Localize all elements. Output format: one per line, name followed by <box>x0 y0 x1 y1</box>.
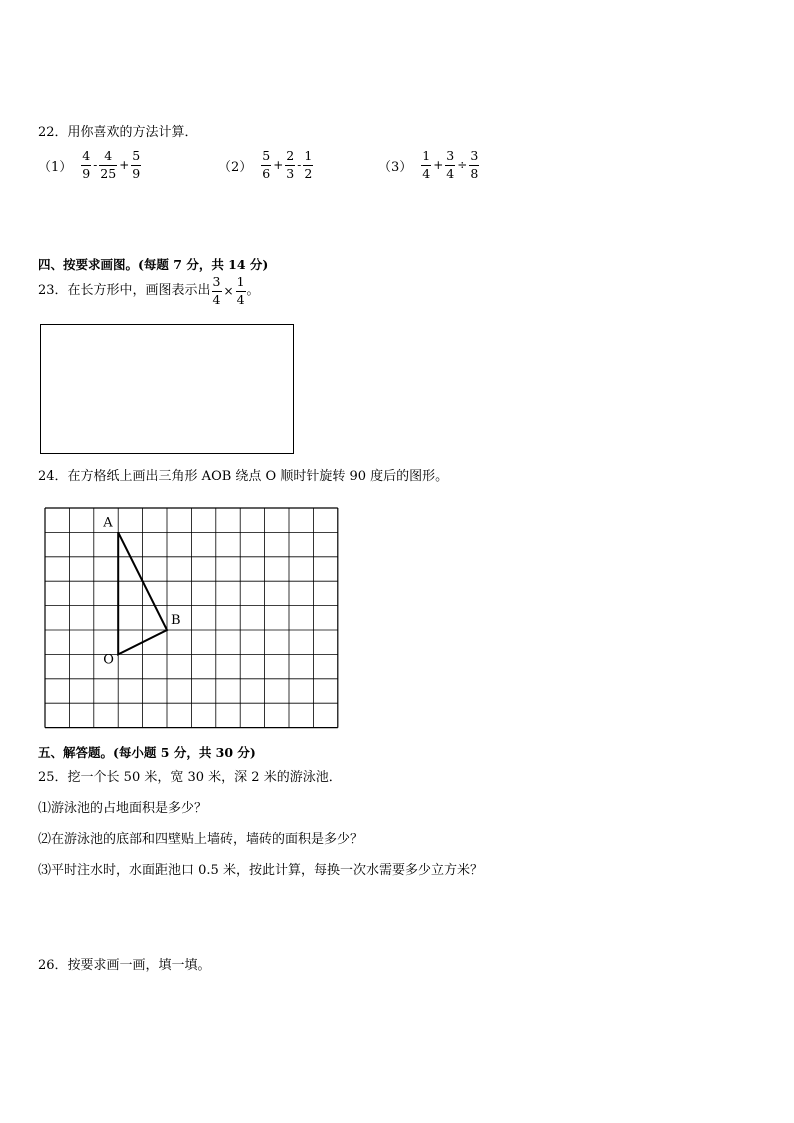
point-label-a: A <box>103 515 113 531</box>
q25-part-3: ⑶平时注水时，水面距池口 0.5 米，按此计算，每换一次水需要多少立方米？ <box>38 863 483 878</box>
numerator: 5 <box>132 148 141 163</box>
operator: - <box>93 158 98 172</box>
numerator: 4 <box>104 148 113 163</box>
q23-times-sign: × <box>223 284 234 298</box>
q22-item-label: （2） <box>218 159 253 175</box>
denominator: 3 <box>286 165 295 181</box>
operator: + <box>433 158 444 172</box>
q25-part-1: ⑴游泳池的占地面积是多少？ <box>38 801 208 816</box>
q23-prefix: 23．在长方形中，画图表示出 <box>38 283 211 298</box>
numerator: 2 <box>286 148 295 163</box>
numerator: 1 <box>304 148 313 163</box>
denominator: 8 <box>470 165 479 181</box>
point-label-b: B <box>171 613 181 628</box>
numerator: 3 <box>470 148 479 163</box>
section-4-title: 四、按要求画图。(每题 7 分，共 14 分) <box>38 257 269 272</box>
q22-item-label: （3） <box>378 159 413 175</box>
denominator: 9 <box>82 165 91 181</box>
operator: + <box>119 158 130 172</box>
q22-stem: 22．用你喜欢的方法计算． <box>38 125 198 140</box>
denominator: 6 <box>262 165 271 181</box>
point-label-o: O <box>103 652 114 668</box>
q22-item-label: （1） <box>38 159 73 175</box>
operator: - <box>297 158 302 172</box>
q24-stem: 24．在方格纸上画出三角形 AOB 绕点 O 顺时针旋转 90 度后的图形。 <box>38 469 449 484</box>
numerator: 3 <box>446 148 455 163</box>
denominator: 9 <box>132 165 141 181</box>
q23-frac1-denominator: 4 <box>212 291 221 307</box>
denominator: 2 <box>304 165 313 181</box>
section-5-title: 五、解答题。(每小题 5 分，共 30 分) <box>38 745 256 760</box>
numerator: 4 <box>82 148 91 163</box>
q25-part-2: ⑵在游泳池的底部和四壁贴上墙砖，墙砖的面积是多少？ <box>38 832 364 847</box>
q26-stem: 26．按要求画一画，填一填。 <box>38 958 211 973</box>
q25-stem: 25．挖一个长 50 米，宽 30 米，深 2 米的游泳池． <box>38 770 342 785</box>
q23-suffix: 。 <box>246 283 260 298</box>
denominator: 4 <box>446 165 455 181</box>
operator: + <box>273 158 284 172</box>
q23-frac2-numerator: 1 <box>236 274 245 289</box>
q23-frac2-denominator: 4 <box>236 291 245 307</box>
denominator: 25 <box>100 165 117 181</box>
numerator: 5 <box>262 148 271 163</box>
q23-frac1-numerator: 3 <box>212 274 221 289</box>
numerator: 1 <box>422 148 431 163</box>
operator: ÷ <box>457 158 468 172</box>
denominator: 4 <box>422 165 431 181</box>
